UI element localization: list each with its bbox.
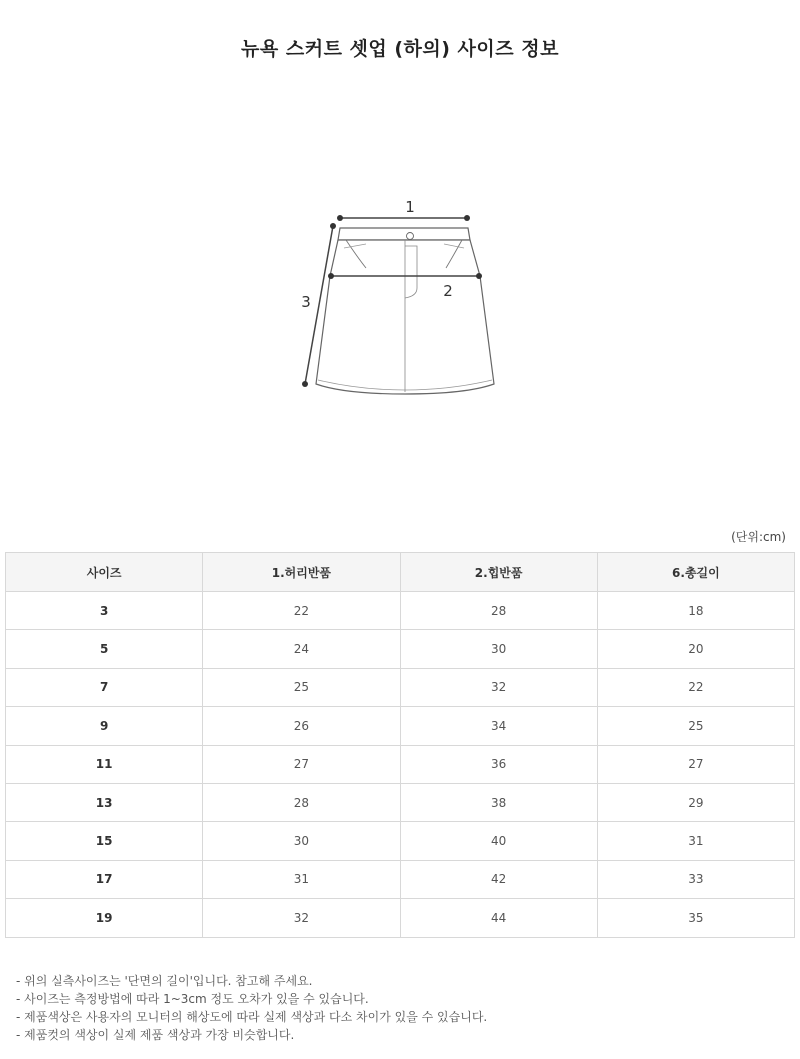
waist-measure-line (337, 215, 470, 221)
table-row (6, 783, 795, 821)
cell-waist: 28 (203, 783, 400, 821)
cell-hip: 38 (400, 783, 597, 821)
header-waist: 1.허리반품 (203, 553, 400, 592)
header-size: 사이즈 (6, 553, 203, 592)
cell-size: 9 (6, 707, 203, 745)
cell-hip: 28 (400, 592, 597, 630)
cell-waist: 32 (203, 899, 400, 937)
header-hip: 2.힙반품 (400, 553, 597, 592)
cell-hip: 42 (400, 860, 597, 898)
cell-size: 17 (6, 860, 203, 898)
table-row (6, 899, 795, 937)
table-row (6, 668, 795, 706)
cell-waist: 24 (203, 630, 400, 668)
cell-length: 25 (597, 707, 794, 745)
note-item: - 제품컷의 색상이 실제 제품 색상과 가장 비슷합니다. (16, 1028, 295, 1042)
table-row (6, 822, 795, 860)
skirt-illustration (316, 228, 494, 394)
cell-length: 20 (597, 630, 794, 668)
label-length: 3 (301, 293, 311, 311)
note-item: - 제품색상은 사용자의 모니터의 해상도에 따라 실제 색상과 다소 차이가 있을 수 있습니다. (16, 1010, 488, 1024)
cell-size: 5 (6, 630, 203, 668)
cell-length: 27 (597, 745, 794, 783)
table-row (6, 707, 795, 745)
table-row (6, 630, 795, 668)
table-row (6, 745, 795, 783)
cell-waist: 25 (203, 668, 400, 706)
header-length: 6.총길이 (597, 553, 794, 592)
cell-length: 29 (597, 783, 794, 821)
cell-length: 22 (597, 668, 794, 706)
cell-length: 18 (597, 592, 794, 630)
cell-waist: 26 (203, 707, 400, 745)
cell-size: 3 (6, 592, 203, 630)
cell-hip: 34 (400, 707, 597, 745)
cell-size: 11 (6, 745, 203, 783)
cell-length: 33 (597, 860, 794, 898)
skirt-diagram (290, 190, 510, 410)
notes-list (16, 972, 487, 1044)
cell-size: 7 (6, 668, 203, 706)
unit-label: (단위:cm) (731, 530, 786, 544)
size-table (5, 552, 795, 938)
cell-hip: 40 (400, 822, 597, 860)
cell-length: 35 (597, 899, 794, 937)
cell-hip: 32 (400, 668, 597, 706)
cell-waist: 30 (203, 822, 400, 860)
table-row (6, 592, 795, 630)
label-hip: 2 (443, 282, 453, 300)
cell-length: 31 (597, 822, 794, 860)
cell-size: 15 (6, 822, 203, 860)
cell-size: 19 (6, 899, 203, 937)
cell-hip: 30 (400, 630, 597, 668)
cell-hip: 44 (400, 899, 597, 937)
cell-waist: 22 (203, 592, 400, 630)
cell-hip: 36 (400, 745, 597, 783)
note-item: - 사이즈는 측정방법에 따라 1~3cm 정도 오차가 있을 수 있습니다. (16, 992, 369, 1006)
page-title: 뉴욕 스커트 셋업 (하의) 사이즈 정보 (241, 38, 559, 60)
cell-size: 13 (6, 783, 203, 821)
cell-waist: 27 (203, 745, 400, 783)
cell-waist: 31 (203, 860, 400, 898)
table-row (6, 860, 795, 898)
table-header-row (6, 553, 795, 592)
note-item: - 위의 실측사이즈는 '단면의 길이'입니다. 참고해 주세요. (16, 974, 313, 988)
label-waist: 1 (405, 198, 415, 216)
